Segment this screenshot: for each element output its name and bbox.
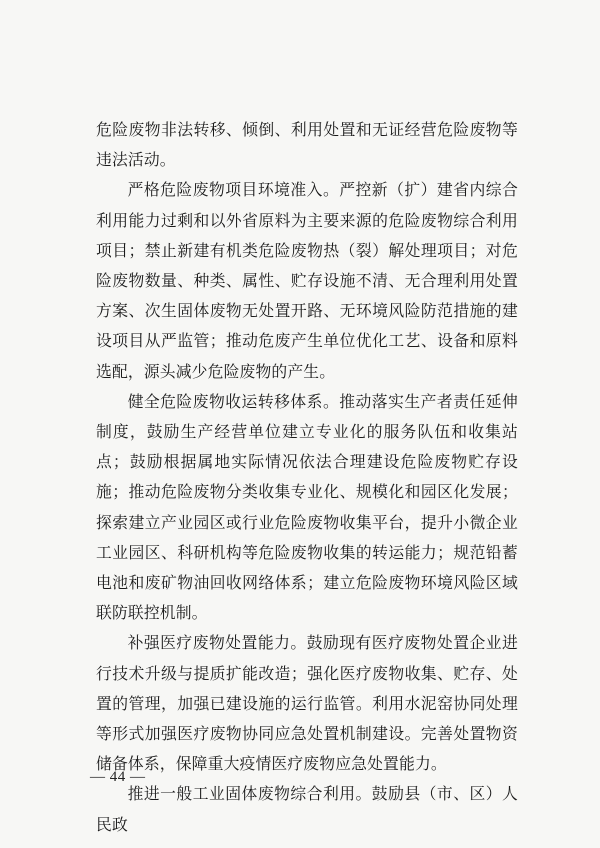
paragraph-text: 严控新（扩）建省内综合利用能力过剩和以外省原料为主要来源的危险废物综合利用项目；禁止新建有机类危险废物热（裂）解处理项目；对危险废物数量、种类、属性、贮存设施不清、无合理利用处置方案、次生固体废物无处置开路、无环境风险防范措施的建设项目从严监管；推动危废产生单位优化工艺、设备和原料选配，源头减少危险废物的产生。 — [96, 180, 519, 381]
paragraph-medical-waste-capacity — [96, 628, 518, 779]
paragraph-continuation — [96, 115, 518, 175]
paragraph-heading: 严格危险废物项目环境准入。 — [127, 180, 340, 200]
paragraph-text: 危险废物非法转移、倾倒、利用处置和无证经营危险废物等违法活动。 — [96, 120, 518, 170]
paragraph-hazardous-waste-access — [96, 175, 518, 386]
paragraph-industrial-solid-waste — [96, 779, 518, 839]
body-text — [96, 115, 518, 840]
paragraph-text: 鼓励现有医疗废物处置企业进行技术升级与提质扩能改造；强化医疗废物收集、贮存、处置的管理，加强已建设施的运行监管。利用水泥窑协同处理等形式加强医疗废物协同应急处置机制建设。完善处置物资储备体系，保障重大疫情医疗废物应急处置能力。 — [96, 633, 518, 774]
paragraph-heading: 推进一般工业固体废物综合利用。 — [127, 784, 372, 804]
paragraph-heading: 健全危险废物收运转移体系。 — [127, 391, 340, 411]
page-number: — 44 — — [90, 769, 146, 785]
paragraph-text: 推动落实生产者责任延伸制度，鼓励生产经营单位建立专业化的服务队伍和收集站点；鼓励根据属地实际情况依法合理建设危险废物贮存设施；推动危险废物分类收集专业化、规模化和园区化发展；探索建立产业园区或行业危险废物收集平台，提升小微企业工业园区、科研机构等危险废物收集的转运能力；规范铅蓄电池和废矿物油回收网络体系；建立危险废物环境风险区域联防联控机制。 — [96, 391, 519, 623]
paragraph-text: 鼓励县（市、区）人民政 — [96, 784, 518, 834]
paragraph-heading: 补强医疗废物处置能力。 — [127, 633, 307, 653]
paragraph-collection-transfer-system — [96, 387, 518, 629]
